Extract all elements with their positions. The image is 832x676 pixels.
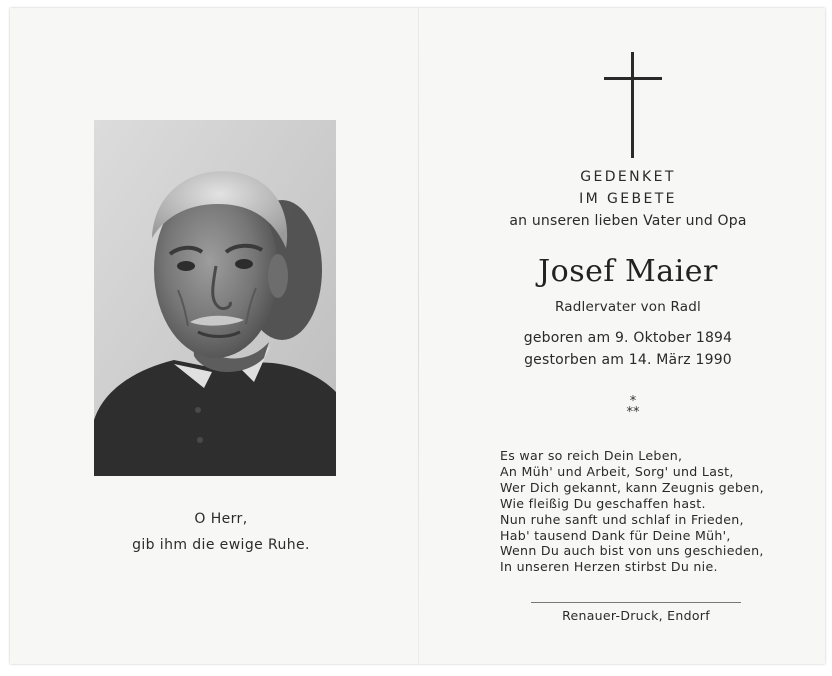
poem-line: Wenn Du auch bist von uns geschieden, bbox=[500, 543, 764, 559]
printer-divider bbox=[531, 602, 741, 603]
deceased-name: Josef Maier bbox=[538, 254, 718, 289]
dedication-line: an unseren lieben Vater und Opa bbox=[509, 213, 747, 229]
poem-line: In unseren Herzen stirbst Du nie. bbox=[500, 559, 718, 575]
poem-line: Hab' tausend Dank für Deine Müh', bbox=[500, 527, 731, 543]
death-date: gestorben am 14. März 1990 bbox=[524, 352, 732, 368]
deceased-subtitle: Radlervater von Radl bbox=[554, 299, 701, 315]
poem-line: An Müh' und Arbeit, Sorg' und Last, bbox=[500, 463, 734, 479]
poem-line: Es war so reich Dein Leben, bbox=[500, 448, 683, 463]
portrait-illustration bbox=[94, 120, 336, 476]
card-fold-line bbox=[418, 8, 419, 664]
memorial-poem bbox=[500, 448, 790, 575]
birth-date: geboren am 9. Oktober 1894 bbox=[523, 330, 733, 346]
poem-line: Wer Dich gekannt, kann Zeugnis geben, bbox=[500, 479, 764, 495]
prayer-line-2: gib ihm die ewige Ruhe. bbox=[132, 537, 310, 553]
prayer-line-1: O Herr, bbox=[194, 511, 248, 527]
poem-line: Wie fleißig Du geschaffen hast. bbox=[500, 495, 706, 511]
poem-line: Nun ruhe sanft und schlaf in Frieden, bbox=[500, 511, 744, 527]
asterisk-top: * bbox=[629, 394, 637, 409]
asterisk-bottom: ** bbox=[626, 405, 640, 420]
cross-icon bbox=[604, 52, 662, 158]
header-gedenket: GEDENKET bbox=[580, 169, 676, 185]
portrait-photo bbox=[94, 120, 336, 476]
asterism-ornament bbox=[598, 396, 668, 418]
printer-credit: Renauer-Druck, Endorf bbox=[562, 608, 710, 623]
header-im-gebete: IM GEBETE bbox=[579, 191, 677, 207]
